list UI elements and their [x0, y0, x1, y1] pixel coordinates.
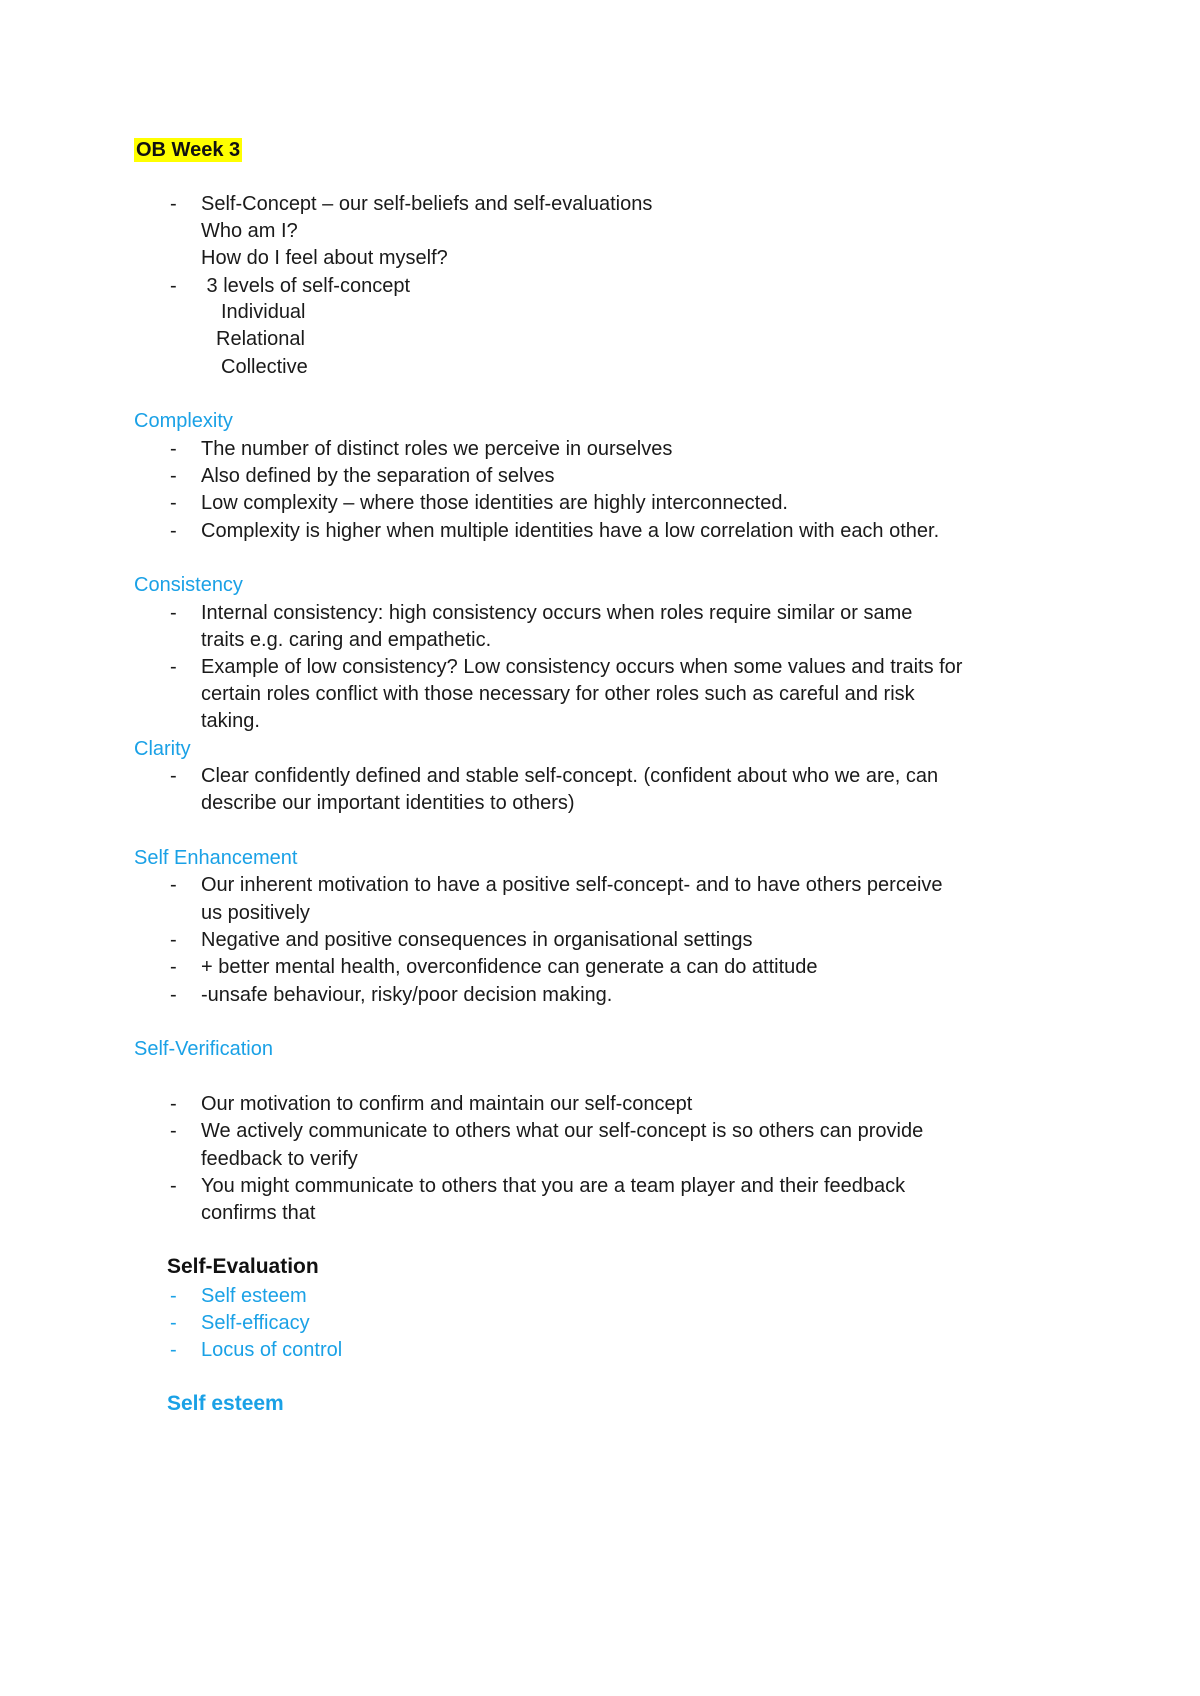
bullet-dash: - [170, 1339, 177, 1361]
heading-consistency: Consistency [134, 574, 243, 596]
verification-bullet-2-line-2: feedback to verify [201, 1148, 358, 1170]
bullet-dash: - [170, 492, 177, 514]
bullet-dash: - [170, 929, 177, 951]
evaluation-item-self-esteem: Self esteem [201, 1285, 307, 1307]
bullet-dash: - [170, 874, 177, 896]
bullet-dash: - [170, 1175, 177, 1197]
enhancement-bullet-1-line-1: Our inherent motivation to have a positive self-concept- and to have others perceive [201, 874, 943, 896]
bullet-dash: - [170, 465, 177, 487]
enhancement-bullet-2: Negative and positive consequences in organisational settings [201, 929, 753, 951]
bullet-dash: - [170, 956, 177, 978]
complexity-bullet-2: Also defined by the separation of selves [201, 465, 555, 487]
intro-line-feel: How do I feel about myself? [201, 247, 448, 269]
heading-self-evaluation: Self-Evaluation [167, 1255, 319, 1278]
bullet-dash: - [170, 275, 177, 297]
bullet-dash: - [170, 984, 177, 1006]
intro-line-self-concept: Self-Concept – our self-beliefs and self-evaluations [201, 193, 653, 215]
evaluation-item-locus-of-control: Locus of control [201, 1339, 343, 1361]
intro-line-who: Who am I? [201, 220, 298, 242]
bullet-dash: - [170, 193, 177, 215]
complexity-bullet-3: Low complexity – where those identities are highly interconnected. [201, 492, 788, 514]
bullet-dash: - [170, 1285, 177, 1307]
level-relational: Relational [216, 328, 305, 350]
heading-complexity: Complexity [134, 410, 233, 432]
verification-bullet-1: Our motivation to confirm and maintain our self-concept [201, 1093, 693, 1115]
complexity-bullet-1: The number of distinct roles we perceive in ourselves [201, 438, 673, 460]
consistency-bullet-2-line-3: taking. [201, 710, 260, 732]
bullet-dash: - [170, 1312, 177, 1334]
page-title [134, 138, 242, 162]
verification-bullet-3-line-2: confirms that [201, 1202, 316, 1224]
heading-self-enhancement: Self Enhancement [134, 847, 298, 869]
enhancement-bullet-3: + better mental health, overconfidence can generate a can do attitude [201, 956, 818, 978]
consistency-bullet-1-line-1: Internal consistency: high consistency occurs when roles require similar or same [201, 602, 913, 624]
title-highlight: OB Week 3 [136, 139, 241, 161]
enhancement-bullet-4: -unsafe behaviour, risky/poor decision making. [201, 984, 613, 1006]
complexity-bullet-4: Complexity is higher when multiple identities have a low correlation with each other. [201, 520, 940, 542]
verification-bullet-2-line-1: We actively communicate to others what our self-concept is so others can provide [201, 1120, 924, 1142]
heading-self-esteem: Self esteem [167, 1392, 284, 1415]
consistency-bullet-1-line-2: traits e.g. caring and empathetic. [201, 629, 492, 651]
bullet-dash: - [170, 520, 177, 542]
bullet-dash: - [170, 765, 177, 787]
bullet-dash: - [170, 656, 177, 678]
bullet-dash: - [170, 1120, 177, 1142]
heading-self-verification: Self-Verification [134, 1038, 273, 1060]
level-individual: Individual [221, 301, 306, 323]
intro-line-levels: 3 levels of self-concept [201, 275, 410, 297]
bullet-dash: - [170, 602, 177, 624]
bullet-dash: - [170, 1093, 177, 1115]
enhancement-bullet-1-line-2: us positively [201, 902, 310, 924]
consistency-bullet-2-line-2: certain roles conflict with those necessary for other roles such as careful and risk [201, 683, 915, 705]
evaluation-item-self-efficacy: Self-efficacy [201, 1312, 310, 1334]
clarity-bullet-1-line-2: describe our important identities to others) [201, 792, 575, 814]
clarity-bullet-1-line-1: Clear confidently defined and stable self-concept. (confident about who we are, can [201, 765, 939, 787]
bullet-dash: - [170, 438, 177, 460]
heading-clarity: Clarity [134, 738, 191, 760]
consistency-bullet-2-line-1: Example of low consistency? Low consistency occurs when some values and traits for [201, 656, 963, 678]
level-collective: Collective [221, 356, 308, 378]
verification-bullet-3-line-1: You might communicate to others that you are a team player and their feedback [201, 1175, 906, 1197]
